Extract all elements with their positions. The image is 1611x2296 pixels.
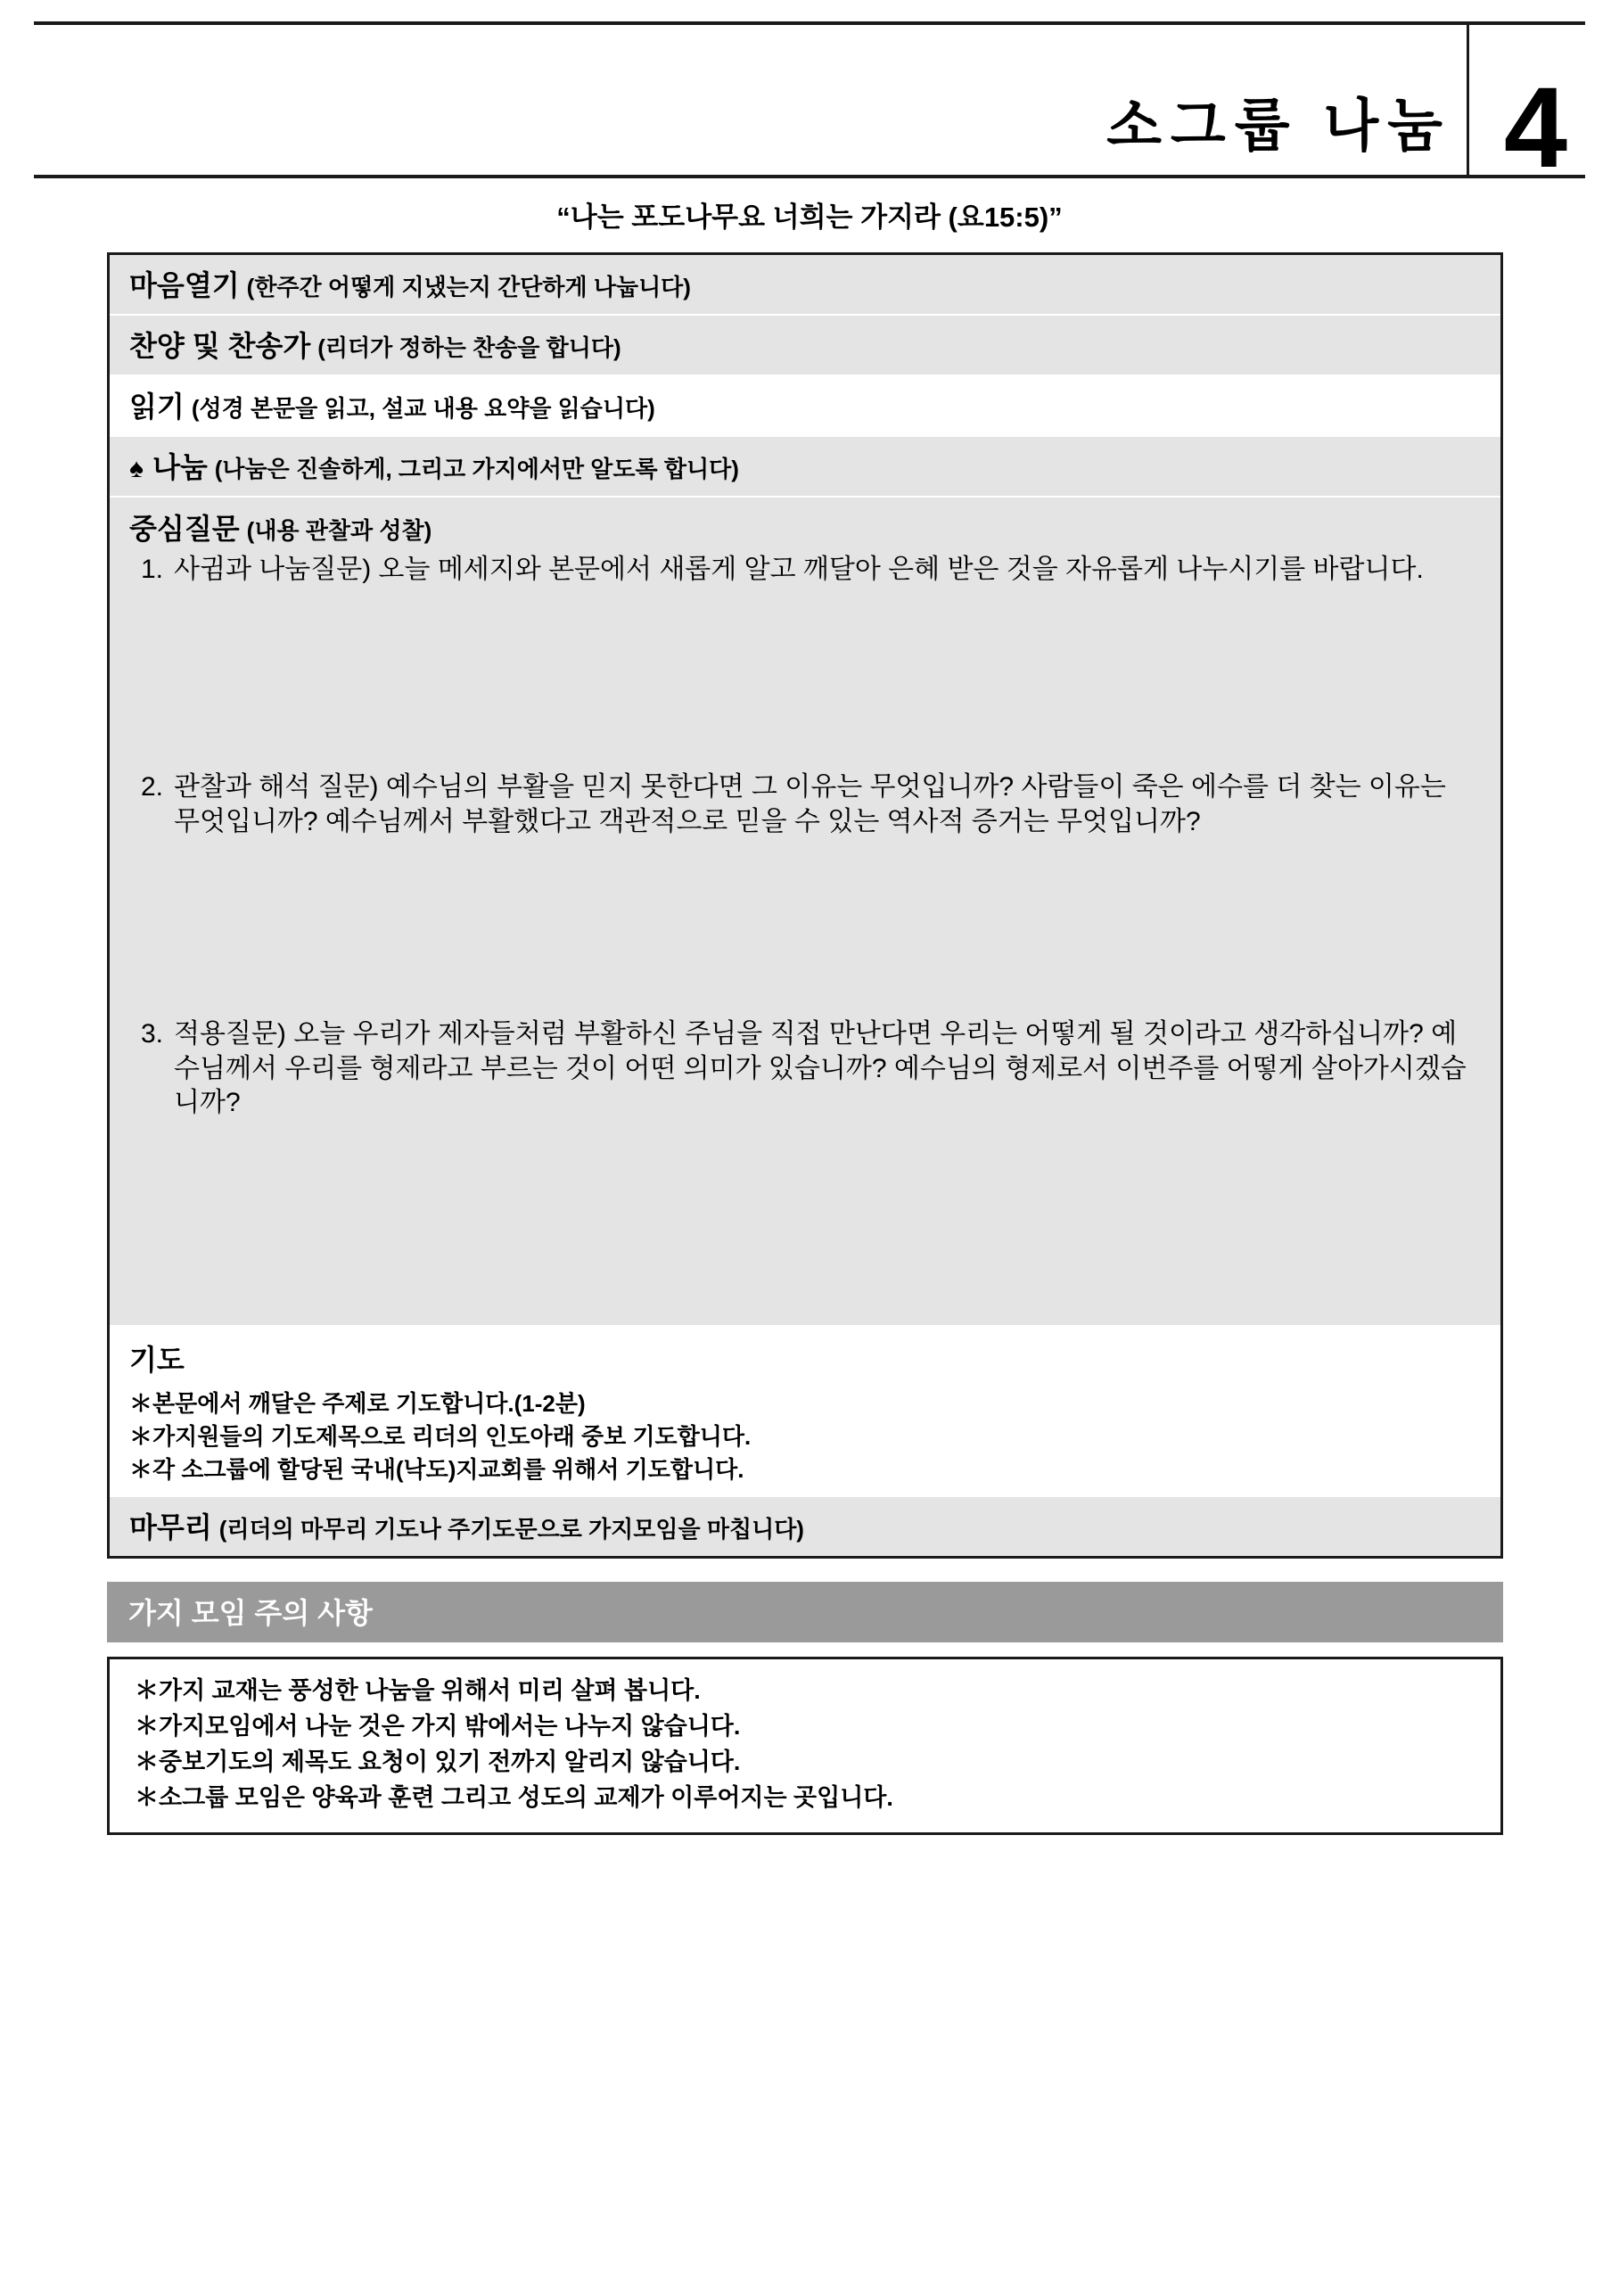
page-header (34, 21, 1585, 192)
closing-title: 마무리 (129, 1511, 212, 1544)
notice-heading: 가지 모임 주의 사항 (107, 1582, 1503, 1642)
answer-space (110, 587, 1500, 770)
section-row-closing (110, 1495, 1500, 1556)
question-text: 관찰과 해석 질문) 예수님의 부활을 믿지 못한다면 그 이유는 무엇입니까? 사람들이 죽은 에수를 더 찾는 이유는 무엇입니까? 예수님께서 부활했다고 객관적으로 믿을 수 있는 역사적 증거는 무엇입니까? (174, 772, 1446, 836)
section-title: 읽기 (129, 391, 185, 423)
section-title: 마음열기 (129, 269, 240, 301)
question-item (110, 553, 1500, 587)
notice-line: ＊가지 교재는 풍성한 나눔을 위해서 미리 살펴 봅니다. (135, 1677, 701, 1704)
page-title: 소그룹 나눔 (1106, 94, 1451, 158)
question-number: 1. (140, 555, 163, 584)
bible-verse: “나는 포도나무요 너희는 가지라 (요15:5)” (556, 202, 1063, 233)
section-row-sharing (110, 437, 1500, 498)
section-row-praise (110, 316, 1500, 376)
question-item (110, 1017, 1500, 1120)
notice-line: ＊가지모임에서 나눈 것은 가지 밖에서는 나누지 않습니다. (135, 1712, 741, 1740)
section-subtitle: (성경 본문을 읽고, 설교 내용 요약을 읽습니다) (191, 395, 655, 422)
notice-box (107, 1657, 1503, 1835)
answer-space (110, 839, 1500, 1017)
section-subtitle: (한주간 어떻게 지냈는지 간단하게 나눕니다) (246, 274, 691, 300)
section-title: 나눔 (152, 451, 208, 483)
section-title: 찬양 및 찬송가 (129, 330, 311, 362)
notice-line: ＊중보기도의 제목도 요청이 있기 전까지 알리지 않습니다. (135, 1748, 741, 1775)
prayer-block (110, 1325, 1500, 1495)
questions-title: 중심질문 (129, 513, 240, 545)
lesson-frame (107, 252, 1503, 1559)
questions-block (110, 498, 1500, 1325)
spade-icon: ♠ (129, 454, 144, 483)
question-text: 사귐과 나눔질문) 오늘 메세지와 본문에서 새롭게 알고 깨달아 은혜 받은 것을 자유롭게 나누시기를 바랍니다. (174, 555, 1424, 584)
question-text: 적용질문) 오늘 우리가 제자들처럼 부활하신 주님을 직접 만난다면 우리는 어떻게 될 것이라고 생각하십니까? 예수님께서 우리를 형제라고 부르는 것이 어떤 의미가 있습니까? 예수님의 형제로서 이번주를 어떻게 살아가시겠습니까? (174, 1019, 1467, 1117)
prayer-line: ＊각 소그룹에 할당된 국내(낙도)지교회를 위해서 기도합니다. (129, 1456, 744, 1484)
section-subtitle: (리더가 정하는 찬송을 합니다) (317, 334, 621, 361)
question-item (110, 770, 1500, 839)
prayer-title: 기도 (129, 1344, 185, 1377)
section-subtitle: (나눔은 진솔하게, 그리고 가지에서만 알도록 합니다) (214, 456, 739, 482)
page-number: 4 (1503, 64, 1567, 192)
questions-heading (110, 498, 1500, 553)
questions-subtitle: (내용 관찰과 성찰) (246, 517, 432, 544)
question-number: 2. (140, 772, 163, 802)
closing-subtitle: (리더의 마무리 기도나 주기도문으로 가지모임을 마칩니다) (218, 1516, 804, 1543)
answer-space (110, 1120, 1500, 1316)
prayer-line: ＊가지원들의 기도제목으로 리더의 인도아래 중보 기도합니다. (129, 1423, 752, 1451)
header-divider (1467, 25, 1469, 175)
prayer-line: ＊본문에서 깨달은 주제로 기도합니다.(1-2분) (129, 1390, 586, 1418)
section-row-opening (110, 255, 1500, 316)
notice-line: ＊소그룹 모임은 양육과 훈련 그리고 성도의 교제가 이루어지는 곳입니다. (135, 1783, 893, 1811)
section-row-reading (110, 376, 1500, 437)
question-number: 3. (140, 1019, 163, 1049)
